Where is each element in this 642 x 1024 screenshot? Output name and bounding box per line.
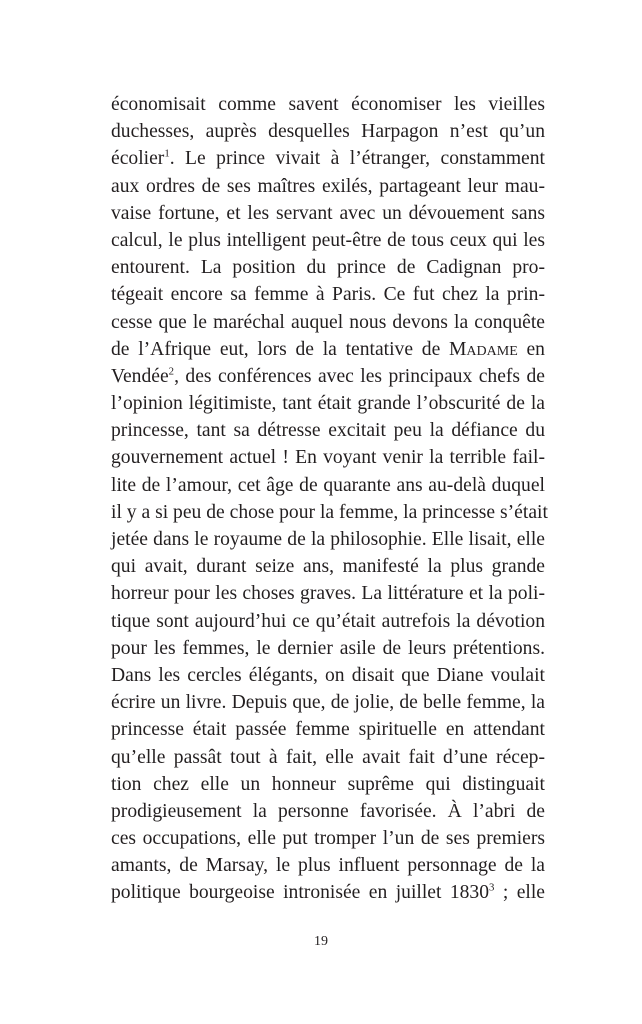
text-segment: économisait comme savent économiser les vieilles	[111, 94, 545, 115]
text-line	[111, 254, 545, 281]
text-segment: princesse était passée femme spirituelle en attendant	[111, 719, 545, 741]
text-line	[111, 91, 545, 118]
text-line	[111, 472, 545, 499]
text-segment: aux ordres de ses maîtres exilés, partageant leur mau-	[111, 175, 545, 197]
text-segment: lite de l’amour, cet âge de quarante ans au-delà duquel	[111, 474, 545, 496]
text-line	[111, 526, 545, 553]
text-segment: écolier	[111, 148, 165, 170]
text-line	[111, 662, 545, 689]
footnote-marker: 2	[168, 365, 175, 378]
text-segment: il y a si peu de chose pour la femme, la princesse s’était	[111, 501, 548, 523]
text-line	[111, 118, 545, 145]
text-line	[111, 852, 545, 879]
text-segment: tégeait encore sa femme à Paris. Ce fut chez la prin-	[111, 284, 545, 306]
text-line	[111, 444, 545, 471]
body-text	[111, 91, 548, 907]
page-number: 19	[314, 934, 328, 949]
text-line	[111, 608, 545, 635]
text-segment: calcul, le plus intelligent peut-être de tous ceux qui les	[111, 229, 545, 251]
text-line	[111, 689, 545, 716]
text-line	[111, 363, 545, 390]
text-segment: duchesses, auprès desquelles Harpagon n’est qu’un	[111, 121, 545, 143]
text-segment: ces occupations, elle put tromper l’un de ses premiers	[111, 828, 545, 850]
text-line	[111, 825, 545, 852]
text-segment: l’opinion légitimiste, tant était grande l’obscurité de la	[111, 393, 545, 415]
text-line	[111, 390, 545, 417]
text-segment: politique bourgeoise intronisée en juillet 1830	[111, 882, 490, 904]
text-line	[111, 281, 545, 308]
text-segment: , des conférences avec les principaux chefs de	[174, 365, 545, 387]
footnote-marker: 1	[164, 147, 170, 160]
text-segment: . Le prince vivait à l’étranger, constamment	[169, 148, 545, 170]
text-line	[111, 879, 545, 906]
small-caps-text: Madame	[449, 338, 518, 360]
text-line	[111, 200, 545, 227]
text-segment: tique sont aujourd’hui ce qu’était autrefois la dévotion	[111, 610, 545, 632]
text-line	[111, 173, 545, 200]
text-segment: gouvernement actuel ! En voyant venir la terrible fail-	[111, 447, 545, 469]
text-segment: Vendée	[111, 365, 169, 387]
text-line	[111, 309, 545, 336]
text-line	[111, 771, 545, 798]
text-segment: princesse, tant sa détresse excitait peu la défiance du	[111, 420, 545, 442]
text-segment: qui avait, durant seize ans, manifesté la plus grande	[111, 556, 545, 578]
text-segment: qu’elle passât tout à fait, elle avait fait d’une récep-	[111, 746, 545, 768]
text-segment: entourent. La position du prince de Cadignan pro-	[111, 257, 545, 279]
text-segment: ; elle	[494, 882, 545, 904]
text-line	[111, 744, 545, 771]
text-segment: tion chez elle un honneur suprême qui distinguait	[111, 773, 545, 795]
text-line	[111, 553, 545, 580]
text-line	[111, 716, 545, 743]
footnote-marker: 3	[489, 881, 495, 894]
text-segment: jetée dans le royaume de la philosophie. Elle lisait, elle	[111, 529, 545, 550]
text-segment: Dans les cercles élégants, on disait que Diane voulait	[111, 664, 545, 686]
text-segment: amants, de Marsay, le plus influent personnage de la	[111, 855, 545, 877]
text-segment: vaise fortune, et les servant avec un dévouement sans	[111, 202, 545, 224]
text-line	[111, 336, 545, 363]
text-segment: pour les femmes, le dernier asile de leurs prétentions.	[111, 637, 545, 659]
text-line	[111, 145, 545, 172]
text-line	[111, 798, 545, 825]
text-segment: de l’Afrique eut, lors de la tentative de	[111, 338, 449, 360]
text-line	[111, 580, 545, 607]
text-segment: cesse que le maréchal auquel nous devons la conquête	[111, 311, 545, 333]
text-line	[111, 227, 545, 254]
text-segment: en	[517, 338, 545, 360]
text-segment: écrire un livre. Depuis que, de jolie, de belle femme, la	[111, 692, 545, 714]
text-segment: horreur pour les choses graves. La littérature et la poli-	[111, 583, 545, 605]
text-line	[111, 499, 548, 526]
text-line	[111, 417, 545, 444]
text-line	[111, 635, 545, 662]
text-segment: prodigieusement la personne favorisée. À l’abri de	[111, 800, 545, 822]
